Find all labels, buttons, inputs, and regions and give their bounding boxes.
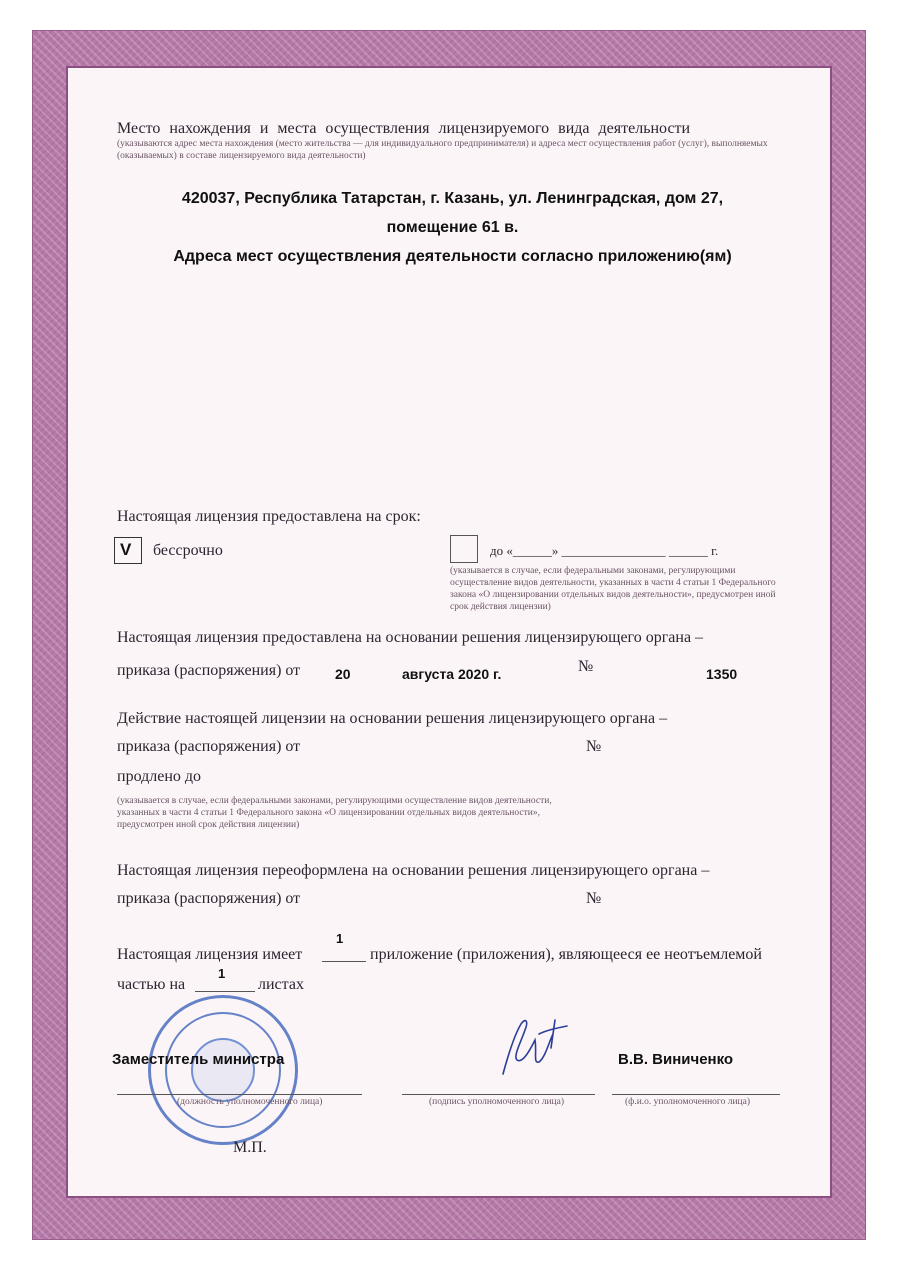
reissue-number-label: № <box>586 890 602 907</box>
signature-line <box>402 1094 595 1095</box>
address-line-2: помещение 61 в. <box>386 219 519 236</box>
until-date-line: до «______» ________________ ______ г. <box>490 543 719 558</box>
annex-text-c: частью на <box>117 976 186 993</box>
name-note: (ф.и.о. уполномоченного лица) <box>625 1097 751 1107</box>
check-mark: V <box>120 540 132 559</box>
term-label: Настоящая лицензия предоставлена на срок: <box>117 508 421 525</box>
annex-text-a: Настоящая лицензия имеет <box>117 946 303 963</box>
annex-text-b: приложение (приложения), являющееся ее неотъемлемой <box>370 946 762 963</box>
seal-label: М.П. <box>233 1139 267 1156</box>
until-note: (указывается в случае, если федеральными законами, регулирующими осуществление видов деятельности, указанных в части 4 статьи 1 Федерального закона «О лицензировании отдельных видов деятельности», предусмотрен иной срок действия лицензии) <box>450 566 776 612</box>
signer-position: Заместитель министра <box>112 1051 285 1068</box>
annex-sheets: 1 <box>218 966 226 981</box>
signer-name: В.В. Виниченко <box>618 1051 734 1068</box>
indefinite-label: бессрочно <box>153 542 223 559</box>
annex-count-line <box>322 961 366 962</box>
position-note: (должность уполномоченного лица) <box>177 1097 323 1107</box>
basis-day: 20 <box>335 666 351 682</box>
location-heading: Место нахождения и места осуществления лицензируемого вида деятельности <box>117 120 691 137</box>
extension-line-1: Действие настоящей лицензии на основании решения лицензирующего органа – <box>117 710 668 727</box>
address-line-1: 420037, Республика Татарстан, г. Казань, ул. Ленинградская, дом 27, <box>181 190 724 207</box>
annex-sheets-line <box>195 991 255 992</box>
signature-note: (подпись уполномоченного лица) <box>429 1097 565 1107</box>
extension-order-label: приказа (распоряжения) от <box>117 738 301 755</box>
reissue-order-label: приказа (распоряжения) от <box>117 890 301 907</box>
extension-until-label: продлено до <box>117 768 202 785</box>
extension-note: (указывается в случае, если федеральными законами, регулирующими осуществление видов деятельности, указанных в части 4 статьи 1 Федерального закона «О лицензировании отдельных видов деятельности», предусмотрен иной срок действия лицензии) <box>117 796 552 830</box>
location-heading-note: (указываются адрес места нахождения (место жительства — для индивидуального предпринимателя) и адреса мест осуществления работ (услуг), выполняемых (оказываемых) в составе лицензируемого вида деятельности) <box>117 139 768 161</box>
official-stamp <box>148 995 298 1145</box>
address-line-3: Адреса мест осуществления деятельности согласно приложению(ям) <box>173 248 732 265</box>
stamp-emblem <box>191 1038 255 1102</box>
extension-number-label: № <box>586 738 602 755</box>
annex-text-d: листах <box>258 976 304 993</box>
reissue-line-1: Настоящая лицензия переоформлена на основании решения лицензирующего органа – <box>117 862 710 879</box>
annex-count: 1 <box>336 931 344 946</box>
handwritten-signature <box>495 1012 575 1082</box>
basis-number: 1350 <box>706 666 738 682</box>
position-line <box>117 1094 362 1095</box>
basis-order-label: приказа (распоряжения) от <box>117 662 301 679</box>
name-line <box>612 1094 780 1095</box>
basis-month-year: августа 2020 г. <box>402 666 502 682</box>
basis-line-1: Настоящая лицензия предоставлена на основании решения лицензирующего органа – <box>117 629 704 646</box>
indefinite-checkbox <box>114 537 142 564</box>
basis-number-label: № <box>578 658 594 675</box>
until-checkbox <box>450 535 478 563</box>
